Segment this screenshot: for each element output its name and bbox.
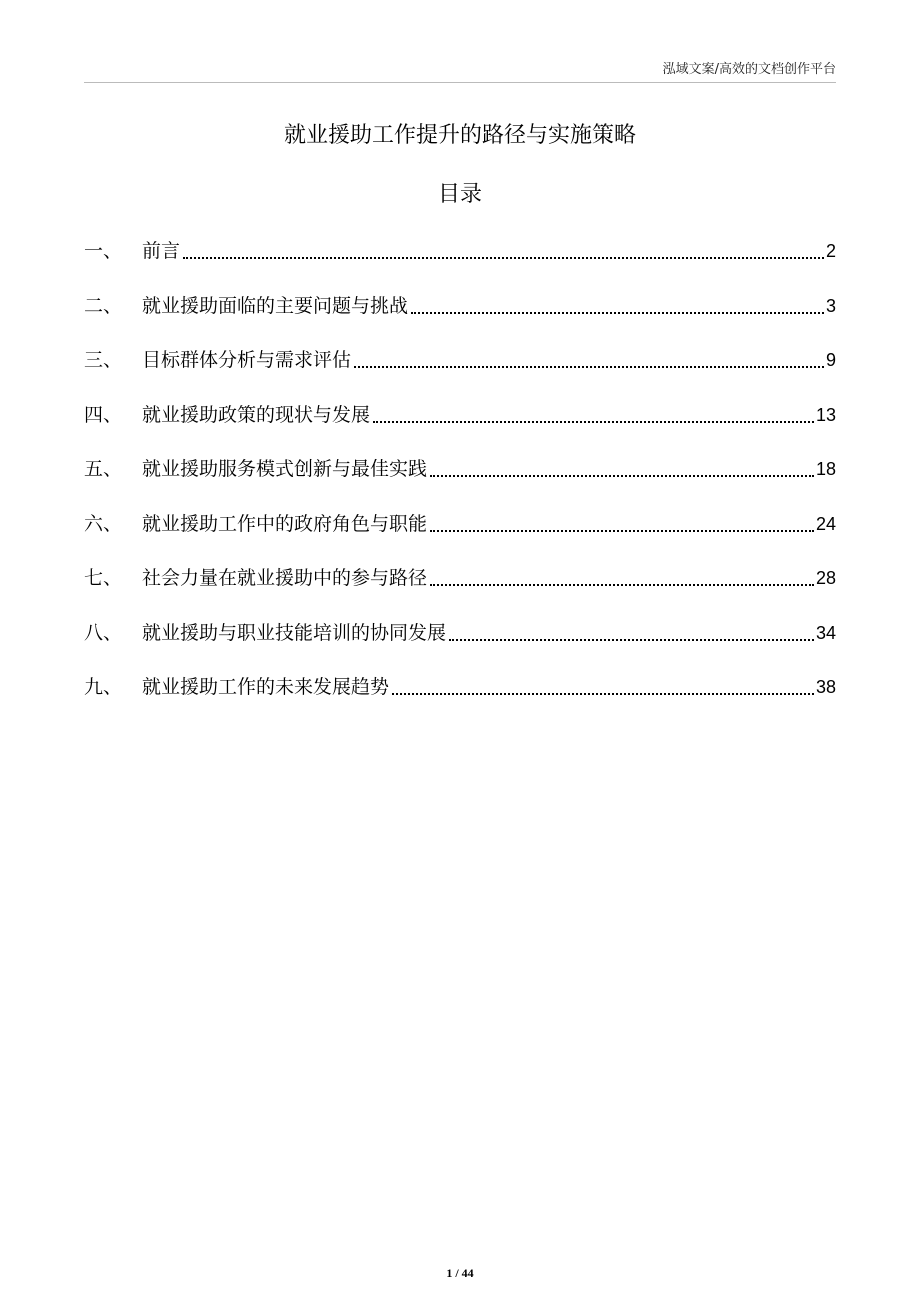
page-indicator: 1 / 44 [446, 1266, 474, 1280]
toc-dot-leader [411, 312, 824, 314]
toc-entry-page: 38 [815, 677, 836, 697]
toc-entry[interactable] [84, 509, 836, 539]
toc-entry-page: 28 [815, 568, 836, 588]
toc-entry-number: 二、 [84, 294, 123, 317]
toc-entry[interactable] [84, 400, 836, 430]
toc-dot-leader [430, 584, 814, 586]
toc-entry[interactable] [84, 672, 836, 702]
toc-dot-leader [373, 421, 814, 423]
toc-entry-page: 2 [825, 241, 836, 261]
toc-entry-page: 13 [815, 404, 836, 425]
toc-entry-title: 就业援助政策的现状与发展 [142, 403, 371, 426]
toc-entry-number: 五、 [84, 458, 123, 480]
toc-entry-page: 3 [825, 295, 836, 316]
toc-entry[interactable] [84, 236, 836, 266]
toc-entry-title: 就业援助工作中的政府角色与职能 [142, 512, 428, 535]
toc-entry-number: 六、 [84, 512, 123, 535]
toc-entry-title: 目标群体分析与需求评估 [142, 349, 352, 371]
toc-dot-leader [430, 475, 814, 477]
header-divider [84, 82, 836, 83]
toc-entry-number: 四、 [84, 403, 123, 426]
header-text: 泓域文案/高效的文档创作平台 [662, 62, 836, 77]
toc-dot-leader [354, 366, 824, 368]
toc-entry-number: 七、 [84, 567, 123, 589]
toc-entry-title: 就业援助服务模式创新与最佳实践 [142, 458, 428, 480]
toc-entry[interactable] [84, 563, 836, 593]
toc-heading: 目录 [437, 182, 482, 207]
toc-dot-leader [392, 693, 814, 695]
toc-entry-title: 前言 [142, 240, 181, 262]
toc-entry[interactable] [84, 345, 836, 375]
toc-dot-leader [449, 639, 814, 641]
toc-entry-page: 18 [815, 459, 836, 479]
toc-entry-page: 9 [825, 350, 836, 370]
toc-entry[interactable] [84, 291, 836, 321]
toc-entry-number: 九、 [84, 676, 123, 698]
toc-entry[interactable] [84, 618, 836, 648]
toc-dot-leader [183, 257, 824, 259]
toc-entry-page: 34 [815, 622, 836, 643]
toc-entry-page: 24 [815, 513, 836, 534]
toc-entry-title: 就业援助工作的未来发展趋势 [142, 676, 390, 698]
toc-entry-number: 三、 [84, 349, 123, 371]
toc-entry-title: 社会力量在就业援助中的参与路径 [142, 567, 428, 589]
document-title: 就业援助工作提升的路径与实施策略 [283, 123, 636, 148]
toc-entry-title: 就业援助与职业技能培训的协同发展 [142, 621, 447, 644]
table-of-contents [84, 236, 836, 727]
toc-entry-title: 就业援助面临的主要问题与挑战 [142, 294, 409, 317]
toc-dot-leader [430, 530, 814, 532]
toc-entry-number: 八、 [84, 621, 123, 644]
toc-entry[interactable] [84, 454, 836, 484]
toc-entry-number: 一、 [84, 240, 123, 262]
